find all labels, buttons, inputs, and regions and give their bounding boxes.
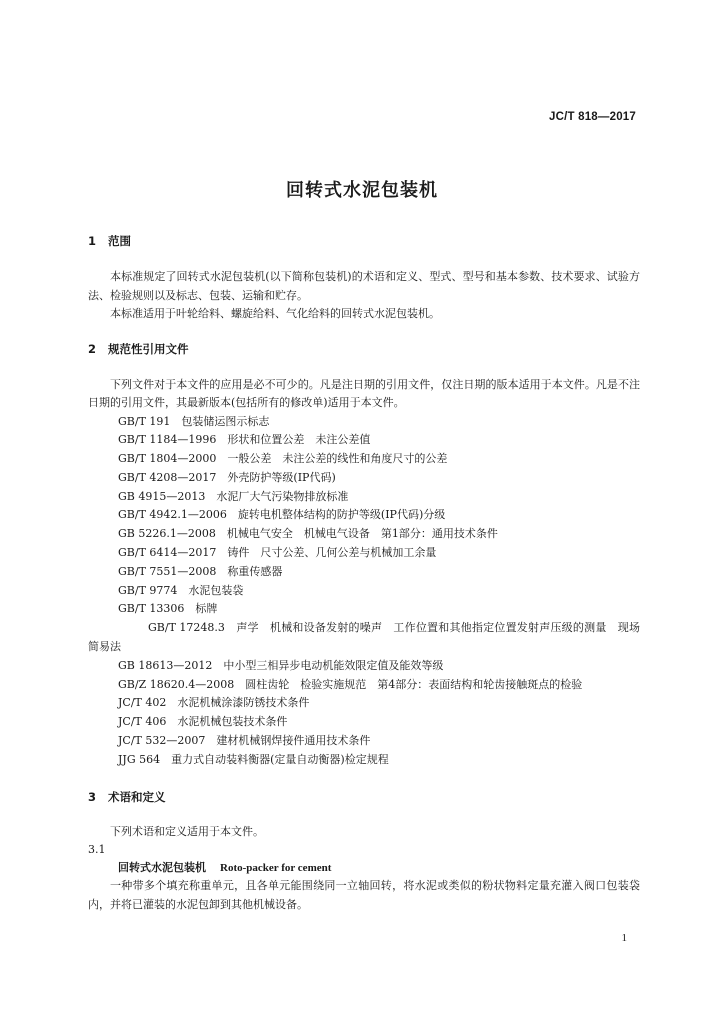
reference-code: GB 4915—2013 <box>118 489 206 503</box>
reference-item <box>88 506 640 525</box>
terms-intro: 下列术语和定义适用于本文件。 <box>110 824 264 838</box>
reference-title: 中小型三相异步电动机能效限定值及能效等级 <box>223 658 444 672</box>
reference-item <box>88 657 640 676</box>
reference-code: GB/T 6414—2017 <box>118 546 217 560</box>
scope-paragraph: 本标准适用于叶轮给料、螺旋给料、气化给料的回转式水泥包装机。 <box>110 307 440 320</box>
reference-item <box>88 488 640 507</box>
standard-code: JC/T 818—2017 <box>549 111 636 123</box>
reference-item <box>88 413 640 432</box>
reference-code: GB/T 9774 <box>118 583 178 597</box>
section-number: 1 <box>88 234 97 248</box>
reference-code: JC/T 402 <box>118 696 167 710</box>
reference-item <box>88 544 640 563</box>
term-chinese: 回转式水泥包装机 <box>118 861 206 875</box>
reference-item <box>88 582 640 601</box>
reference-code: GB/T 17248.3 <box>148 621 225 635</box>
reference-title: 标牌 <box>195 602 218 616</box>
reference-title: 声学 机械和设备发射的噪声 工作位置和其他指定位置发射声压级的测量 现场简易法 <box>88 621 640 654</box>
reference-code: JC/T 406 <box>118 715 167 729</box>
section-title: 术语和定义 <box>108 789 166 804</box>
reference-title: 包装储运图示标志 <box>181 414 270 428</box>
section-2-heading <box>88 339 640 359</box>
reference-item <box>88 563 640 582</box>
reference-item <box>88 600 640 619</box>
section-1-heading <box>88 231 640 251</box>
scope-paragraph: 本标准规定了回转式水泥包装机(以下简称包装机)的术语和定义、型式、型号和基本参数、技术要求、试验方法、检验规则以及标志、包装、运输和贮存。 <box>88 270 640 302</box>
reference-code: GB/T 1184—1996 <box>118 433 217 447</box>
section-number: 3 <box>88 789 97 804</box>
reference-title: 水泥机械涂漆防锈技术条件 <box>177 696 310 710</box>
reference-code: GB/Z 18620.4—2008 <box>118 677 235 691</box>
reference-item <box>88 713 640 732</box>
reference-item <box>88 619 640 657</box>
document-body <box>88 231 640 914</box>
section-title: 范围 <box>108 234 131 248</box>
document-title: 回转式水泥包装机 <box>286 180 438 201</box>
reference-item <box>88 525 640 544</box>
reference-title: 圆柱齿轮 检验实施规范 第4部分：表面结构和轮齿接触斑点的检验 <box>245 677 583 691</box>
reference-code: GB/T 191 <box>118 414 171 428</box>
reference-code: GB 18613—2012 <box>118 658 213 672</box>
reference-title: 一般公差 未注公差的线性和角度尺寸的公差 <box>227 452 448 466</box>
reference-title: 称重传感器 <box>227 564 283 578</box>
references-intro: 下列文件对于本文件的应用是必不可少的。凡是注日期的引用文件，仅注日期的版本适用于本文件。凡是不注日期的引用文件，其最新版本(包括所有的修改单)适用于本文件。 <box>88 377 640 409</box>
term-english: Roto-packer for cement <box>220 862 332 875</box>
reference-code: GB/T 7551—2008 <box>118 564 217 578</box>
reference-item <box>88 751 640 770</box>
term-definition: 一种带多个填充称重单元，且各单元能围绕同一立轴回转，将水泥或类似的粉状物料定量充灌入阀口包装袋内，并将已灌装的水泥包卸到其他机械设备。 <box>88 879 640 911</box>
reference-title: 形状和位置公差 未注公差值 <box>227 433 371 447</box>
reference-item <box>88 732 640 751</box>
section-title: 规范性引用文件 <box>108 341 189 356</box>
reference-code: JJG 564 <box>118 752 161 766</box>
term-entry <box>88 859 640 877</box>
section-number: 2 <box>88 341 97 356</box>
reference-item <box>88 694 640 713</box>
page-number: 1 <box>621 932 627 944</box>
reference-title: 建材机械钢焊接件通用技术条件 <box>216 734 371 748</box>
reference-list <box>88 413 640 770</box>
reference-title: 水泥包装袋 <box>188 583 244 597</box>
reference-title: 水泥机械包装技术条件 <box>177 715 288 729</box>
reference-item <box>88 431 640 450</box>
reference-item <box>88 450 640 469</box>
reference-title: 旋转电机整体结构的防护等级(IP代码)分级 <box>237 508 446 522</box>
reference-code: GB/T 13306 <box>118 602 185 616</box>
reference-code: GB/T 4942.1—2006 <box>118 508 227 522</box>
reference-title: 外壳防护等级(IP代码) <box>227 470 336 484</box>
reference-title: 铸件 尺寸公差、几何公差与机械加工余量 <box>227 546 437 560</box>
reference-title: 重力式自动装料衡器(定量自动衡器)检定规程 <box>171 752 389 766</box>
reference-item <box>88 676 640 695</box>
reference-code: GB 5226.1—2008 <box>118 527 216 541</box>
reference-title: 机械电气安全 机械电气设备 第1部分：通用技术条件 <box>226 527 498 541</box>
reference-title: 水泥厂大气污染物排放标准 <box>216 489 349 503</box>
section-3-heading <box>88 787 640 807</box>
reference-code: GB/T 1804—2000 <box>118 452 217 466</box>
clause-number: 3.1 <box>88 843 106 857</box>
reference-code: JC/T 532—2007 <box>118 734 206 748</box>
reference-code: GB/T 4208—2017 <box>118 470 217 484</box>
reference-item <box>88 469 640 488</box>
